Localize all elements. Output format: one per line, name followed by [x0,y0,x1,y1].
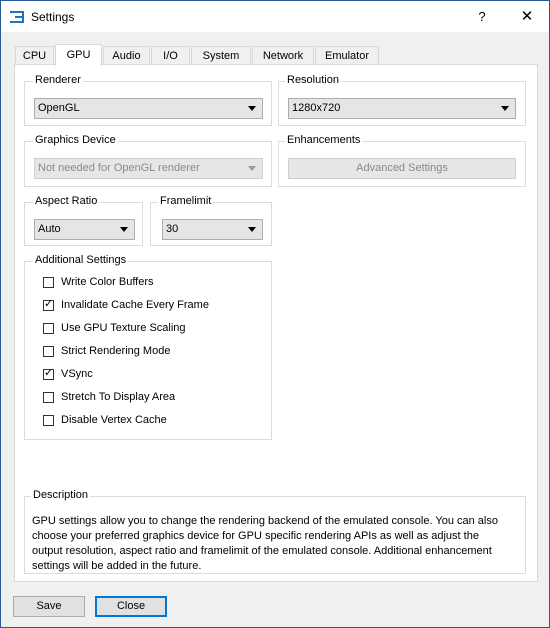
checkbox-label: VSync [61,368,93,380]
graphics-device-dropdown[interactable] [34,158,263,179]
checkmark-icon: ✓ [44,367,54,379]
tab-io[interactable]: I/O [151,46,190,64]
tab-gpu[interactable]: GPU [55,44,102,66]
enhancements-label: Enhancements [287,134,361,146]
aspect-ratio-group [24,195,143,246]
tab-system[interactable]: System [191,46,251,64]
checkbox[interactable] [43,392,54,403]
checkbox[interactable] [43,277,54,288]
graphics-device-group [24,134,272,187]
checkbox[interactable] [43,369,54,380]
checkbox-label: Invalidate Cache Every Frame [61,299,209,311]
framelimit-dropdown[interactable] [162,219,263,240]
additional-settings-group [24,254,272,440]
aspect-ratio-dropdown[interactable] [34,219,135,240]
renderer-label: Renderer [35,74,81,86]
chevron-down-icon [248,106,256,111]
checkbox-label: Disable Vertex Cache [61,414,167,426]
tab-cpu[interactable]: CPU [15,46,54,64]
resolution-value: 1280x720 [292,102,341,114]
help-button[interactable]: ? [478,9,486,24]
graphics-device-label: Graphics Device [35,134,116,146]
checkbox-label: Write Color Buffers [61,276,154,288]
renderer-dropdown[interactable] [34,98,263,119]
renderer-group [24,74,272,126]
advanced-settings-button[interactable]: Advanced Settings [288,158,516,179]
checkmark-icon: ✓ [44,298,54,310]
window-title: Settings [31,10,75,24]
close-button[interactable]: Close [95,596,167,617]
resolution-dropdown[interactable] [288,98,516,119]
checkbox[interactable] [43,300,54,311]
chevron-down-icon [248,166,256,171]
checkbox-label: Strict Rendering Mode [61,345,171,357]
checkbox-label: Use GPU Texture Scaling [61,322,186,334]
framelimit-value: 30 [166,223,179,235]
additional-settings-label: Additional Settings [35,254,127,266]
chevron-down-icon [248,227,256,232]
framelimit-group [150,195,272,246]
chevron-down-icon [120,227,128,232]
close-window-button[interactable]: ✕ [520,8,534,25]
checkbox-label: Stretch To Display Area [61,391,176,403]
chevron-down-icon [501,106,509,111]
gpu-tab-panel [14,64,538,582]
renderer-value: OpenGL [38,102,80,114]
aspect-ratio-value: Auto [38,223,61,235]
tab-emulator[interactable]: Emulator [315,46,379,64]
resolution-group [278,74,526,126]
description-label: Description [33,489,89,501]
description-text: GPU settings allow you to change the rendering backend of the emulated console. You can also choose your preferred graphics device for GPU specific rendering APIs as well as adjust the output resolution, aspect ratio and framelimit of the emulated console. Additional enhancement settings will be added in the future. [32,515,498,572]
resolution-label: Resolution [287,74,339,86]
app-icon [9,10,25,24]
tab-audio[interactable]: Audio [103,46,150,64]
title-bar[interactable] [1,1,549,32]
description-group [24,489,526,574]
framelimit-label: Framelimit [160,195,212,207]
checkbox[interactable] [43,415,54,426]
checkbox[interactable] [43,346,54,357]
enhancements-group [278,134,526,187]
graphics-device-value: Not needed for OpenGL renderer [38,162,200,174]
checkbox[interactable] [43,323,54,334]
aspect-ratio-label: Aspect Ratio [35,195,98,207]
tab-network[interactable]: Network [252,46,314,64]
save-button[interactable]: Save [13,596,85,617]
